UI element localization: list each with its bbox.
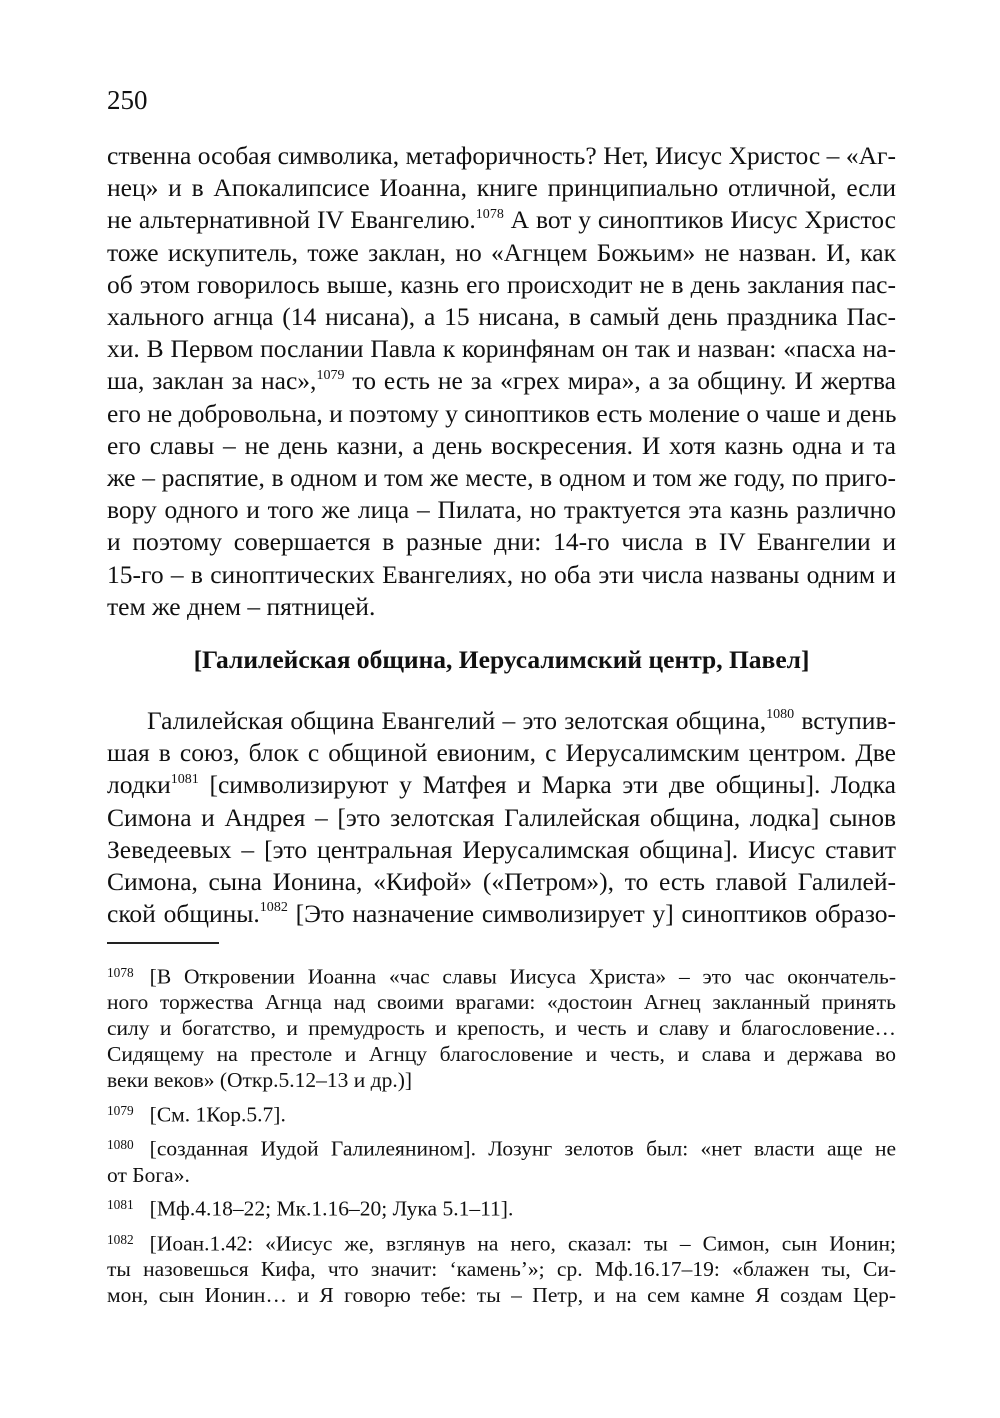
text-line: [107, 204, 896, 236]
text-line: [107, 705, 896, 737]
footnote-line: [107, 1192, 896, 1222]
footnote-line: [107, 1132, 896, 1162]
text-line: [107, 898, 896, 930]
footnote-line: веки веков» (Откр.5.12–13 и др.)]: [107, 1067, 413, 1092]
text-line: Зеведеевых – [это центральная Иерусалимская община]. Иисус ставит: [107, 834, 896, 864]
text-line: нец» и в Апокалипсисе Иоанна, книге принципиально отличной, если: [107, 173, 896, 203]
footnote-line: ты назовешься Кифа, что значит: ‘камень’»; ср. Мф.16.17–19: «блажен ты, Си-: [107, 1257, 896, 1282]
section-heading: [Галилейская община, Иерусалимский центр, Павел]: [193, 645, 810, 674]
footnote-line: мон, сын Ионин… и Я говорю тебе: ты – Петр, и на сем камне Я создам Цер-: [107, 1283, 896, 1308]
text-line: Симона и Андрея – [это зелотская Галилейская община, лодка] сынов: [107, 802, 896, 832]
footnote-line: [107, 1227, 896, 1257]
text-span: [Иоан.1.42: «Иисус же, взглянув на него, сказал: ты – Симон, сын Ионин;: [149, 1231, 896, 1256]
text-line: его не добровольна, и поэтому у синоптиков есть моление о чаше и день: [107, 398, 897, 428]
footnote-ref-1078[interactable]: 1078: [475, 206, 504, 222]
footnote-1082: [107, 1227, 896, 1309]
footnote-line: Сидящему на престоле и Агнцу благословение и честь, и слава и держава во: [107, 1042, 896, 1067]
text-line: 15-го – в синоптических Евангелиях, но оба эти числа названы одним и: [107, 559, 896, 589]
footnote-1080: [107, 1132, 896, 1188]
text-line: об этом говорилось выше, казнь его происходит не в день заклания пас-: [107, 269, 896, 299]
footnote-line: от Бога».: [107, 1162, 190, 1187]
footnote-ref-1080[interactable]: 1080: [766, 707, 795, 723]
footnote-ref-1081[interactable]: 1081: [170, 771, 199, 787]
text-span: [В Откровении Иоанна «час славы Иисуса Христа» – это час окончатель-: [149, 964, 896, 989]
text-span: ской общины.: [107, 899, 260, 929]
footnotes: [107, 960, 896, 1313]
text-line: хального агнца (14 нисана), а 15 нисана, в самый день праздника Пас-: [107, 302, 896, 332]
text-span: [Это назначение символизирует у] синоптиков образо-: [287, 899, 896, 929]
text-span: [См. 1Кор.5.7].: [149, 1102, 286, 1127]
text-line: вору одного и того же лица – Пилата, но трактуется эта казнь различно: [107, 495, 896, 525]
footnote-line: силу и богатство, и премудрость и крепость, и честь и славу и благословение…: [107, 1016, 896, 1041]
text-line: тем же днем – пятницей.: [107, 591, 376, 621]
text-line: Симона, сына Ионина, «Кифой» («Петром»), то есть главой Галилей-: [107, 867, 896, 897]
paragraph-main: [107, 140, 896, 623]
footnote-1081: [107, 1192, 896, 1222]
text-line: [107, 769, 896, 801]
footnote-ref-1082[interactable]: 1082: [259, 900, 288, 916]
footnote-separator: [107, 942, 219, 944]
text-line: ственна особая символика, метафоричность? Нет, Иисус Христос – «Аг-: [107, 141, 896, 170]
footnote-number: 1080: [107, 1137, 134, 1153]
paragraph-second: [107, 705, 896, 930]
footnote-number: 1081: [107, 1197, 134, 1213]
text-span: А вот у синоптиков Иисус Христос: [503, 205, 896, 235]
page-number: 250: [107, 85, 148, 115]
footnote-ref-1079[interactable]: 1079: [316, 367, 345, 383]
text-line: тоже искупитель, тоже заклан, но «Агнцем Божьим» не назван. И, как: [107, 237, 896, 267]
text-span: вступив-: [794, 706, 896, 735]
text-span: ша, заклан за нас»,: [107, 366, 317, 396]
text-span: Галилейская община Евангелий – это зелотская община,: [147, 706, 767, 735]
text-span: лодки: [107, 770, 171, 800]
text-span: [символизируют у Матфея и Марка эти две общины]. Лодка: [198, 770, 896, 800]
footnote-number: 1082: [107, 1231, 134, 1247]
text-span: [созданная Иудой Галилеянином]. Лозунг зелотов был: «нет власти аще не: [149, 1136, 896, 1161]
footnote-number: 1079: [107, 1102, 134, 1118]
text-span: [Мф.4.18–22; Мк.1.16–20; Лука 5.1–11].: [149, 1197, 514, 1221]
text-line: же – распятие, в одном и том же месте, в одном и том же году, по приго-: [107, 463, 896, 493]
footnote-line: [107, 1098, 896, 1128]
text-line: его славы – не день казни, а день воскресения. И хотя казнь одна и та: [107, 430, 896, 460]
footnote-1078: [107, 960, 896, 1094]
footnote-1079: [107, 1098, 896, 1128]
text-line: и поэтому совершается в разные дни: 14-го числа в IV Евангелии и: [107, 527, 896, 557]
text-line: хи. В Первом послании Павла к коринфянам он так и назван: «пасха на-: [107, 334, 896, 364]
text-line: [107, 365, 896, 397]
text-span: то есть не за «грех мира», а за общину. И жертва: [344, 366, 896, 396]
text-line: шая в союз, блок с общиной евионим, с Иерусалимским центром. Две: [107, 738, 896, 768]
text-span: не альтернативной IV Евангелию.: [107, 205, 476, 235]
footnote-number: 1078: [107, 965, 134, 980]
footnote-line: [107, 960, 896, 990]
footnote-line: ного торжества Агнца над своими врагами: «достоин Агнец закланный принять: [107, 990, 896, 1015]
